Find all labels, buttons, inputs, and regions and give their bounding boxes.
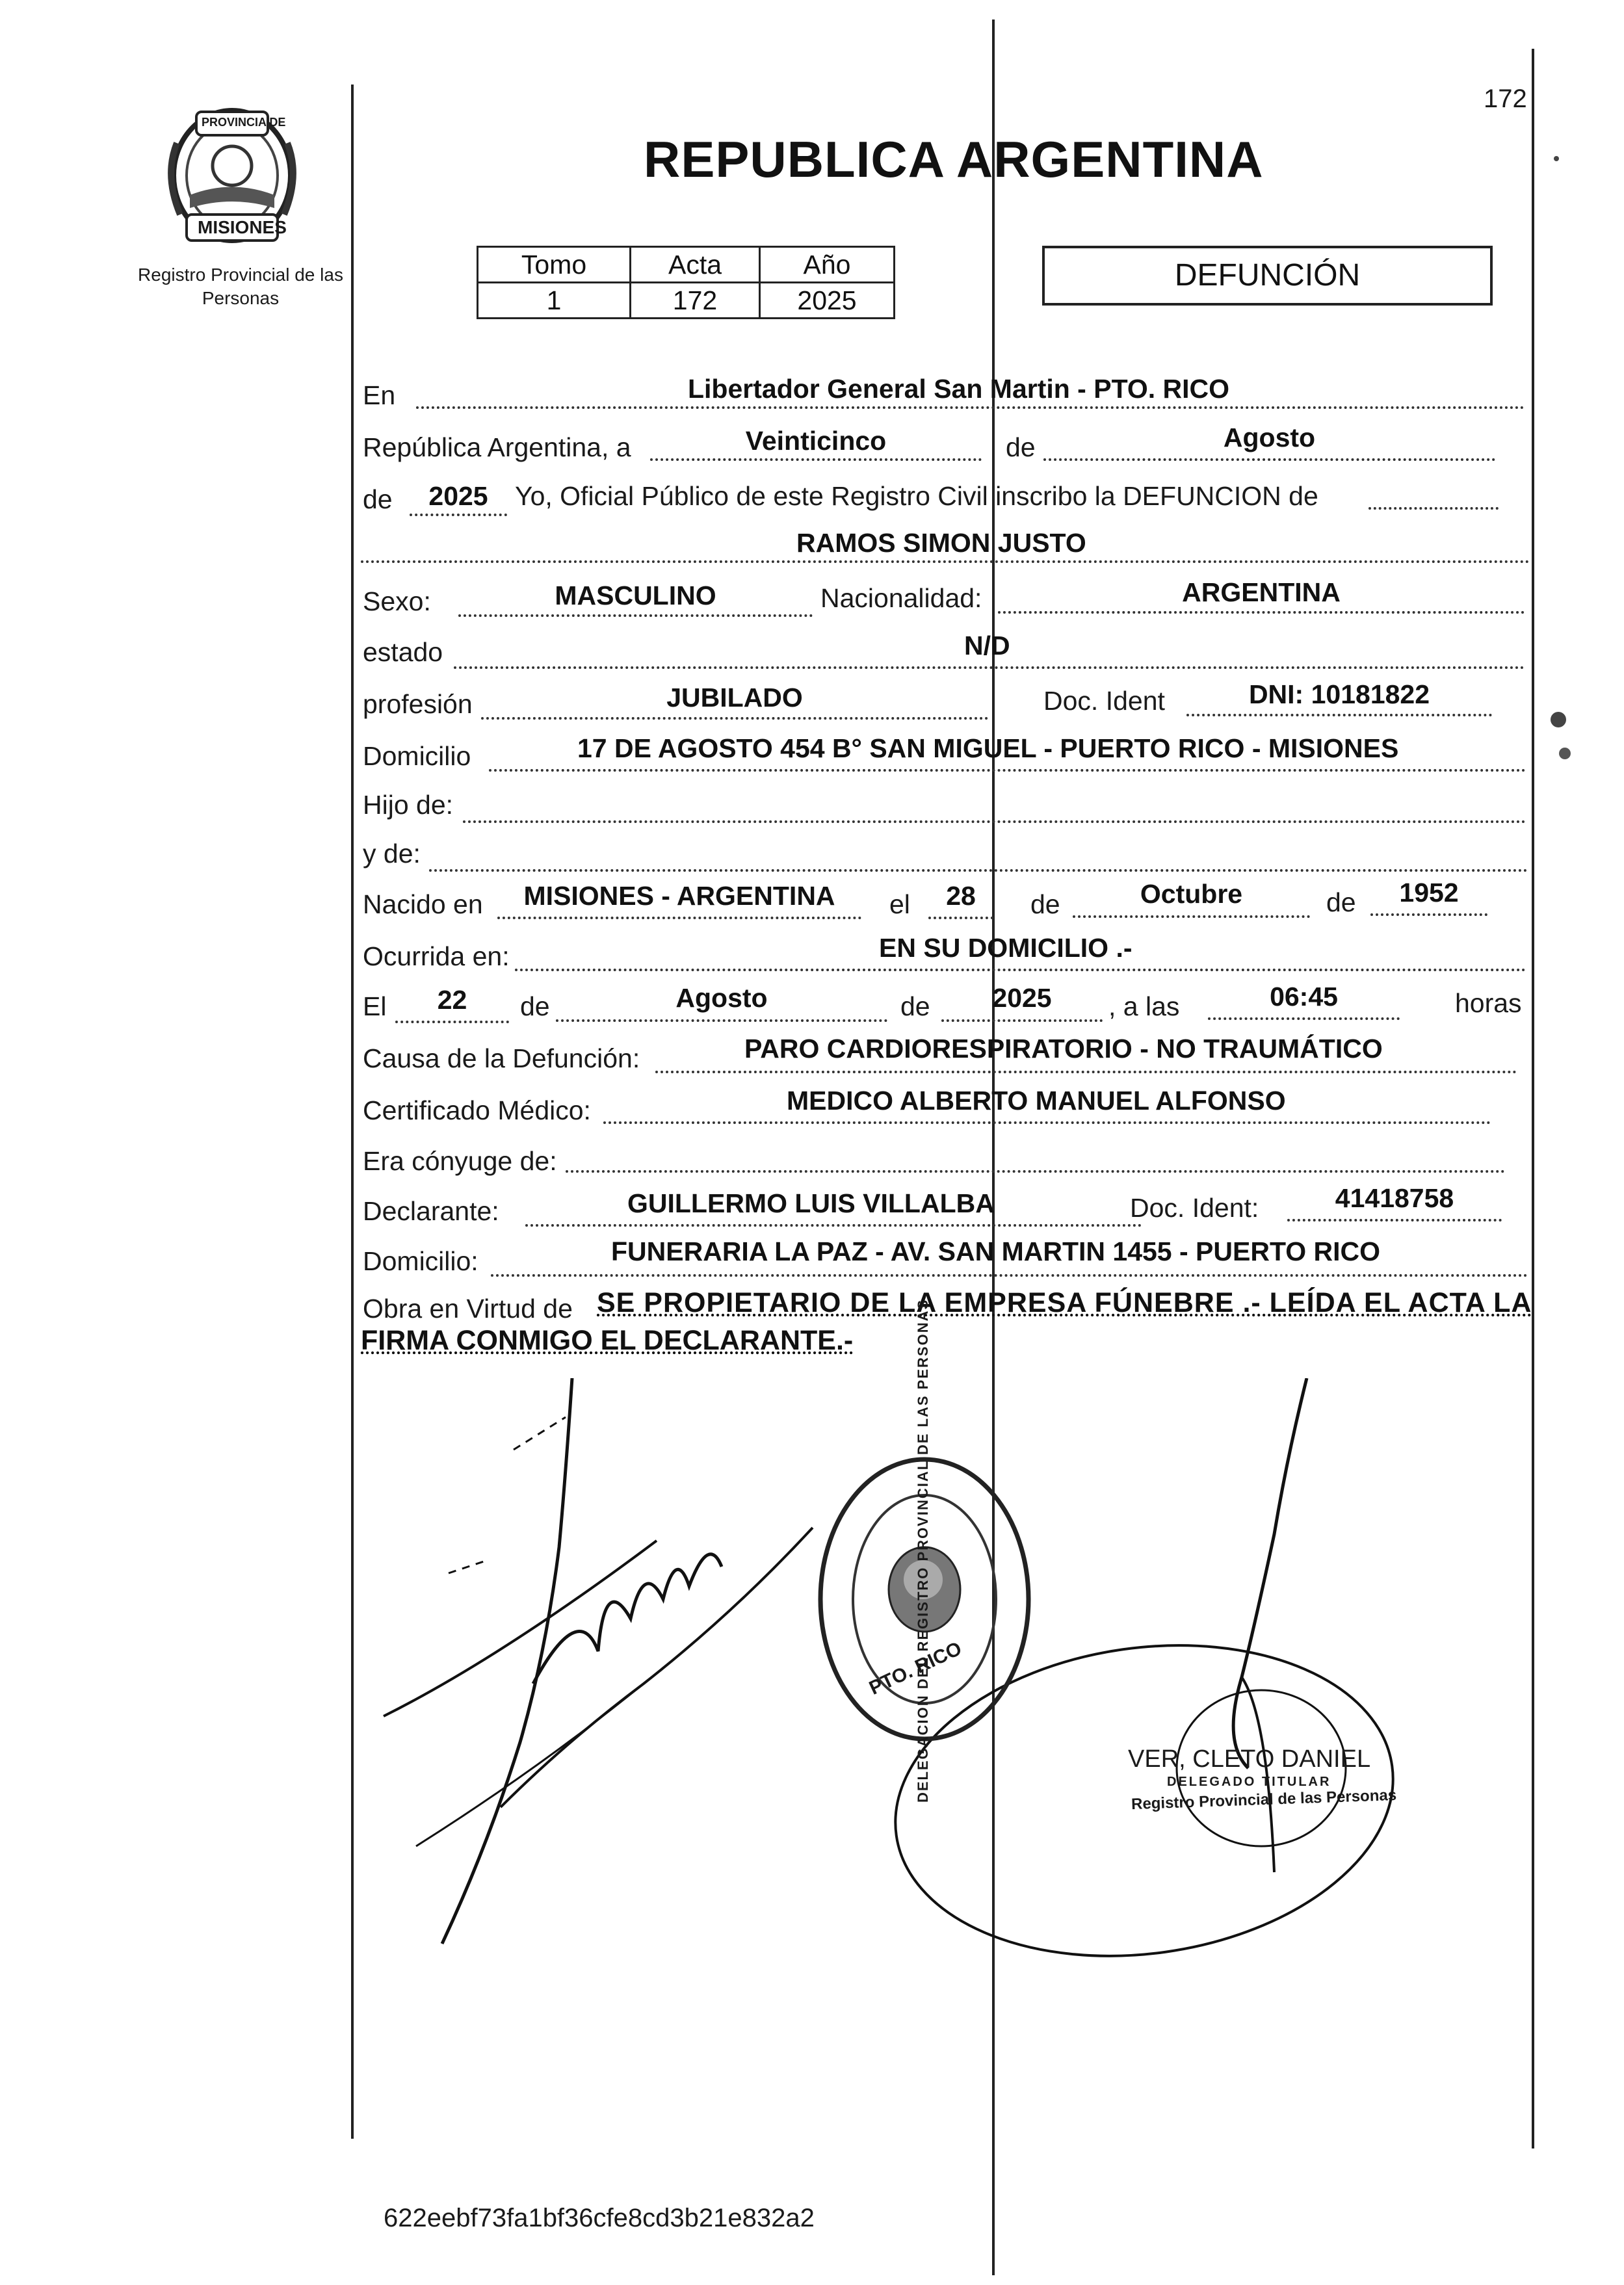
- yo-dots: [1369, 507, 1499, 510]
- birth-day: 28: [946, 881, 976, 911]
- estado-value: N/D: [964, 631, 1010, 660]
- republica-label: República Argentina, a: [363, 432, 631, 462]
- official-role: DELEGADO TITULAR: [1167, 1775, 1331, 1789]
- page-number: 172: [1484, 85, 1527, 113]
- en-value: Libertador General San Martin - PTO. RICO: [688, 374, 1230, 404]
- hijo-label: Hijo de:: [363, 790, 454, 820]
- profesion-value: JUBILADO: [666, 683, 803, 712]
- deceased-name: RAMOS SIMON JUSTO: [796, 528, 1086, 558]
- ocurrida-label: Ocurrida en:: [363, 941, 510, 971]
- declarante-value: GUILLERMO LUIS VILLALBA: [627, 1188, 995, 1218]
- certificado-value: MEDICO ALBERTO MANUEL ALFONSO: [787, 1086, 1286, 1116]
- obra-line-2: FIRMA CONMIGO EL DECLARANTE.-: [361, 1325, 854, 1356]
- anio-header: Año: [760, 247, 895, 283]
- de6-label: de: [900, 991, 930, 1021]
- nacionalidad-value: ARGENTINA: [1182, 577, 1341, 607]
- emblem-top-text: PROVINCIA DE: [202, 116, 286, 129]
- en-label: En: [363, 380, 396, 410]
- declarant-signature: [371, 1378, 839, 1963]
- record-table: [477, 246, 895, 319]
- de5-label: de: [520, 991, 550, 1021]
- el2-label: El: [363, 991, 387, 1021]
- causa-label: Causa de la Defunción:: [363, 1043, 640, 1073]
- de2-label: de: [363, 484, 393, 514]
- doc-label: Doc. Ident: [1043, 686, 1165, 716]
- birth-month: Octubre: [1140, 879, 1243, 909]
- registry-seal: [814, 1298, 1035, 1803]
- birthmonth-dots: [1073, 915, 1310, 918]
- domicilio-dots: [489, 769, 1526, 772]
- acta-header: Acta: [631, 247, 760, 283]
- acta-value: 172: [631, 283, 760, 319]
- en-dots: [416, 406, 1525, 409]
- year-value: 2025: [428, 481, 488, 511]
- sexo-value: MASCULINO: [555, 581, 716, 610]
- hijo-dots: [463, 820, 1526, 823]
- day-dots: [650, 458, 982, 461]
- deathday-dots: [395, 1021, 509, 1023]
- province-emblem: [151, 104, 313, 247]
- seal-center-text: PTO. RICO: [865, 1638, 965, 1699]
- conyuge-dots: [566, 1170, 1505, 1173]
- emblem-bottom-text: MISIONES: [198, 217, 287, 237]
- domicilio-value: 17 DE AGOSTO 454 B° SAN MIGUEL - PUERTO RICO - MISIONES: [577, 733, 1399, 763]
- doc2-dots: [1287, 1219, 1502, 1221]
- doc2-label: Doc. Ident:: [1130, 1193, 1259, 1223]
- yde-label: y de:: [363, 839, 421, 868]
- name-dots: [361, 560, 1530, 563]
- ocurrida-dots: [515, 969, 1526, 971]
- month-dots: [1043, 458, 1495, 461]
- domicilio2-value: FUNERARIA LA PAZ - AV. SAN MARTIN 1455 - PUERTO RICO: [611, 1236, 1381, 1266]
- registry-name: Registro Provincial de las Personas: [138, 265, 343, 308]
- profesion-label: profesión: [363, 689, 473, 719]
- conyuge-label: Era cónyuge de:: [363, 1146, 557, 1176]
- official-org: Registro Provincial de las Personas: [1131, 1786, 1397, 1814]
- death-year: 2025: [992, 983, 1052, 1013]
- day-text: Veinticinco: [745, 426, 887, 456]
- de3-label: de: [1030, 889, 1060, 919]
- death-month: Agosto: [675, 983, 768, 1013]
- death-day: 22: [437, 985, 467, 1015]
- sexo-dots: [458, 614, 813, 617]
- yde-dots: [429, 869, 1528, 872]
- obra-line-1: SE PROPIETARIO DE LA EMPRESA FÚNEBRE .- LEÍDA EL ACTA LA: [597, 1287, 1532, 1318]
- doc-value: DNI: 10181822: [1248, 679, 1430, 709]
- page-title: REPUBLICA ARGENTINA: [644, 131, 1264, 188]
- obra-label: Obra en Virtud de: [363, 1294, 573, 1324]
- el-label: el: [889, 889, 910, 919]
- certificado-label: Certificado Médico:: [363, 1095, 591, 1125]
- domicilio2-dots: [491, 1274, 1528, 1277]
- left-margin-line: [351, 85, 354, 2139]
- seal-ring-text: DELEGACION DEL REGISTRO PROVINCIAL DE LAS PERSONAS: [915, 1298, 931, 1803]
- month-value: Agosto: [1223, 423, 1316, 452]
- anio-value: 2025: [760, 283, 895, 319]
- birth-year: 1952: [1399, 878, 1459, 907]
- birthday-dots: [928, 917, 993, 919]
- profesion-dots: [481, 717, 988, 720]
- causa-value: PARO CARDIORESPIRATORIO - NO TRAUMÁTICO: [744, 1034, 1383, 1064]
- nacido-value: MISIONES - ARGENTINA: [523, 881, 835, 911]
- nacionalidad-label: Nacionalidad:: [820, 583, 982, 613]
- horas-label: horas: [1455, 988, 1522, 1018]
- domicilio2-label: Domicilio:: [363, 1246, 478, 1276]
- death-time: 06:45: [1270, 982, 1338, 1012]
- nacido-dots: [497, 917, 861, 919]
- alas-label: , a las: [1108, 991, 1180, 1021]
- certificado-dots: [603, 1121, 1491, 1124]
- sexo-label: Sexo:: [363, 586, 431, 616]
- nacido-label: Nacido en: [363, 889, 483, 919]
- deathmonth-dots: [556, 1019, 887, 1022]
- nacionalidad-dots: [998, 611, 1525, 614]
- declarante-label: Declarante:: [363, 1196, 499, 1226]
- ocurrida-value: EN SU DOMICILIO .-: [879, 933, 1133, 963]
- de4-label: de: [1326, 887, 1356, 917]
- domicilio-label: Domicilio: [363, 741, 471, 771]
- de-label: de: [1006, 432, 1036, 462]
- doc2-value: 41418758: [1335, 1183, 1454, 1213]
- doc-dots: [1186, 714, 1492, 716]
- right-margin-line: [1532, 49, 1534, 2148]
- scan-mark: [1551, 712, 1566, 727]
- deathyear-dots: [941, 1019, 1103, 1022]
- record-type-box: DEFUNCIÓN: [1042, 246, 1493, 306]
- birthyear-dots: [1370, 913, 1487, 916]
- scan-mark: [1554, 156, 1559, 161]
- causa-dots: [655, 1071, 1517, 1073]
- estado-label: estado: [363, 637, 443, 667]
- tomo-header: Tomo: [478, 247, 631, 283]
- document-hash: 622eebf73fa1bf36cfe8cd3b21e832a2: [384, 2204, 815, 2232]
- scan-mark: [1559, 748, 1571, 759]
- year-dots: [410, 514, 507, 516]
- deathtime-dots: [1208, 1017, 1400, 1020]
- official-name: VER, CLETO DANIEL: [1128, 1745, 1371, 1773]
- tomo-value: 1: [478, 283, 631, 319]
- yo-text: Yo, Oficial Público de este Registro Civil inscribo la DEFUNCION de: [515, 481, 1318, 511]
- declarante-dots: [525, 1224, 1142, 1227]
- estado-dots: [454, 666, 1525, 669]
